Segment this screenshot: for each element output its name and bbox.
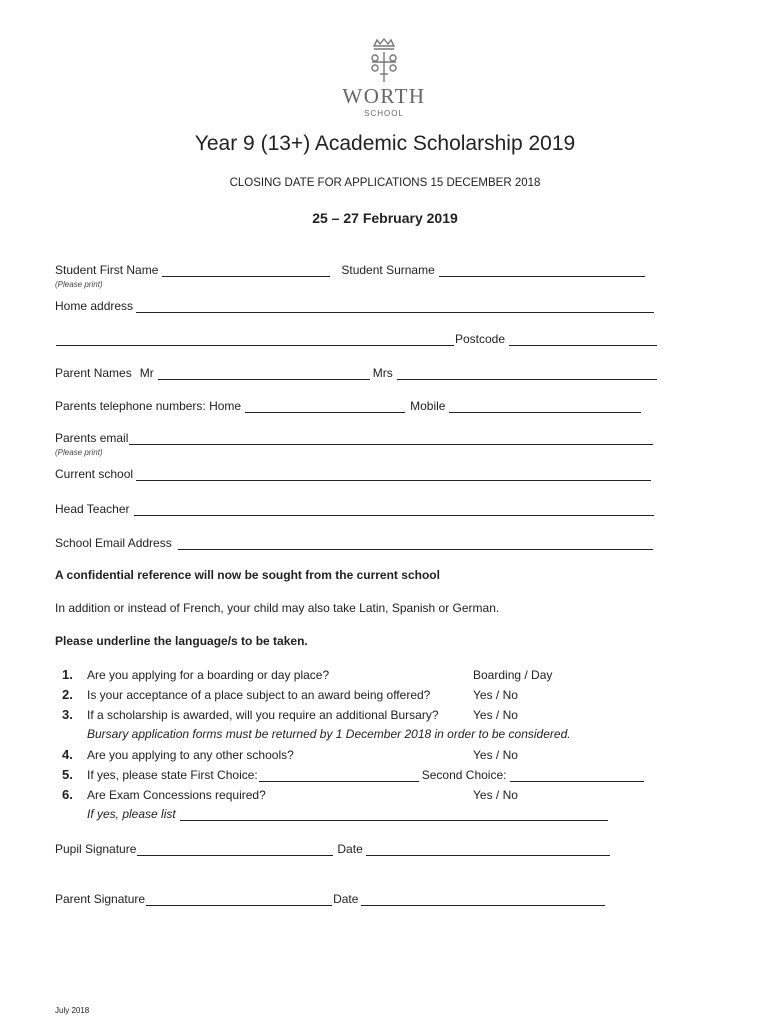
underline-note: Please underline the language/s to be taken.: [55, 634, 308, 648]
question-text: If yes, please state First Choice:: [87, 768, 258, 782]
pupil-date-field[interactable]: [366, 843, 610, 856]
email-label: Parents email: [55, 431, 129, 445]
parent-signature-field[interactable]: [146, 893, 332, 906]
mrs-name-field[interactable]: [397, 367, 657, 380]
bursary-note-text: Bursary application forms must be returned by 1 December 2018 in order to be considered.: [87, 727, 571, 741]
question-number: 1.: [62, 667, 73, 682]
first-choice-field[interactable]: [259, 769, 419, 782]
head-teacher-field[interactable]: [134, 503, 654, 516]
telephone-row: [55, 399, 642, 413]
pupil-date-label: Date: [337, 842, 363, 856]
head-teacher-row: [55, 502, 655, 516]
parent-names-label: Parent Names: [55, 366, 132, 380]
postcode-row: [55, 332, 658, 346]
school-email-label: School Email Address: [55, 536, 172, 550]
question-1: [62, 667, 552, 682]
parent-date-label: Date: [333, 892, 359, 906]
postcode-label: Postcode: [455, 332, 506, 346]
email-field[interactable]: [129, 432, 653, 445]
question-number: 5.: [62, 767, 73, 782]
question-number: 4.: [62, 747, 73, 762]
first-name-field[interactable]: [162, 264, 330, 277]
if-yes-list-field[interactable]: [180, 808, 608, 821]
question-number: 3.: [62, 707, 73, 722]
address-line-2-field[interactable]: [56, 333, 454, 346]
mr-name-field[interactable]: [158, 367, 370, 380]
school-email-row: [55, 536, 654, 550]
if-yes-list-label: If yes, please list: [87, 807, 176, 821]
question-answer[interactable]: Yes / No: [473, 688, 518, 702]
question-text: Is your acceptance of a place subject to an award being offered?: [87, 688, 431, 702]
home-phone-field[interactable]: [245, 400, 405, 413]
question-text: If a scholarship is awarded, will you require an additional Bursary?: [87, 708, 439, 722]
current-school-label: Current school: [55, 467, 134, 481]
parent-signature-row: [55, 892, 606, 906]
home-address-row: [55, 299, 655, 313]
closing-date: CLOSING DATE FOR APPLICATIONS 15 DECEMBER 2018: [229, 177, 541, 189]
postcode-field[interactable]: [509, 333, 657, 346]
question-answer[interactable]: Yes / No: [473, 788, 518, 802]
languages-note: In addition or instead of French, your child may also take Latin, Spanish or German.: [55, 601, 500, 615]
logo-wordmark: WORTH: [342, 84, 426, 108]
question-answer[interactable]: Yes / No: [473, 748, 518, 762]
mr-label: Mr: [139, 366, 154, 380]
if-yes-list-row: [87, 807, 609, 821]
school-logo: [330, 38, 438, 120]
surname-label: Student Surname: [341, 263, 435, 277]
question-number: 2.: [62, 687, 73, 702]
please-print-note-2: (Please print): [55, 448, 103, 457]
pupil-signature-field[interactable]: [137, 843, 333, 856]
question-3: [62, 707, 518, 722]
second-choice-label: Second Choice:: [421, 768, 507, 782]
bursary-note: [87, 727, 571, 741]
pupil-signature-row: [55, 842, 611, 856]
question-answer[interactable]: Boarding / Day: [473, 668, 553, 682]
student-name-row: [55, 263, 646, 277]
question-2: [62, 687, 518, 702]
question-text: Are you applying for a boarding or day place?: [87, 668, 330, 682]
scholarship-dates: 25 – 27 February 2019: [312, 210, 458, 226]
surname-field[interactable]: [439, 264, 645, 277]
footer-date: July 2018: [55, 1006, 90, 1015]
question-4: [62, 747, 518, 762]
school-email-field[interactable]: [178, 537, 653, 550]
mrs-label: Mrs: [372, 366, 393, 380]
email-row: [55, 431, 654, 445]
question-text: Are you applying to any other schools?: [87, 748, 294, 762]
question-answer[interactable]: Yes / No: [473, 708, 518, 722]
current-school-row: [55, 467, 652, 481]
question-text: Are Exam Concessions required?: [87, 788, 266, 802]
page-title: Year 9 (13+) Academic Scholarship 2019: [194, 132, 576, 155]
question-5: [62, 767, 645, 782]
parent-names-row: [55, 366, 658, 380]
please-print-note: (Please print): [55, 280, 103, 289]
current-school-field[interactable]: [136, 468, 651, 481]
pupil-signature-label: Pupil Signature: [55, 842, 137, 856]
second-choice-field[interactable]: [510, 769, 644, 782]
mobile-phone-field[interactable]: [449, 400, 641, 413]
logo-subtitle: SCHOOL: [364, 109, 404, 118]
parent-date-field[interactable]: [361, 893, 605, 906]
telephone-label: Parents telephone numbers: Home: [55, 399, 242, 413]
home-address-label: Home address: [55, 299, 134, 313]
question-number: 6.: [62, 787, 73, 802]
first-name-label: Student First Name: [55, 263, 159, 277]
parent-signature-label: Parent Signature: [55, 892, 146, 906]
mobile-label: Mobile: [410, 399, 446, 413]
home-address-field[interactable]: [136, 300, 654, 313]
crest-icon: [330, 38, 438, 84]
head-teacher-label: Head Teacher: [55, 502, 130, 516]
reference-note: A confidential reference will now be sought from the current school: [55, 568, 440, 582]
question-6: [62, 787, 518, 802]
